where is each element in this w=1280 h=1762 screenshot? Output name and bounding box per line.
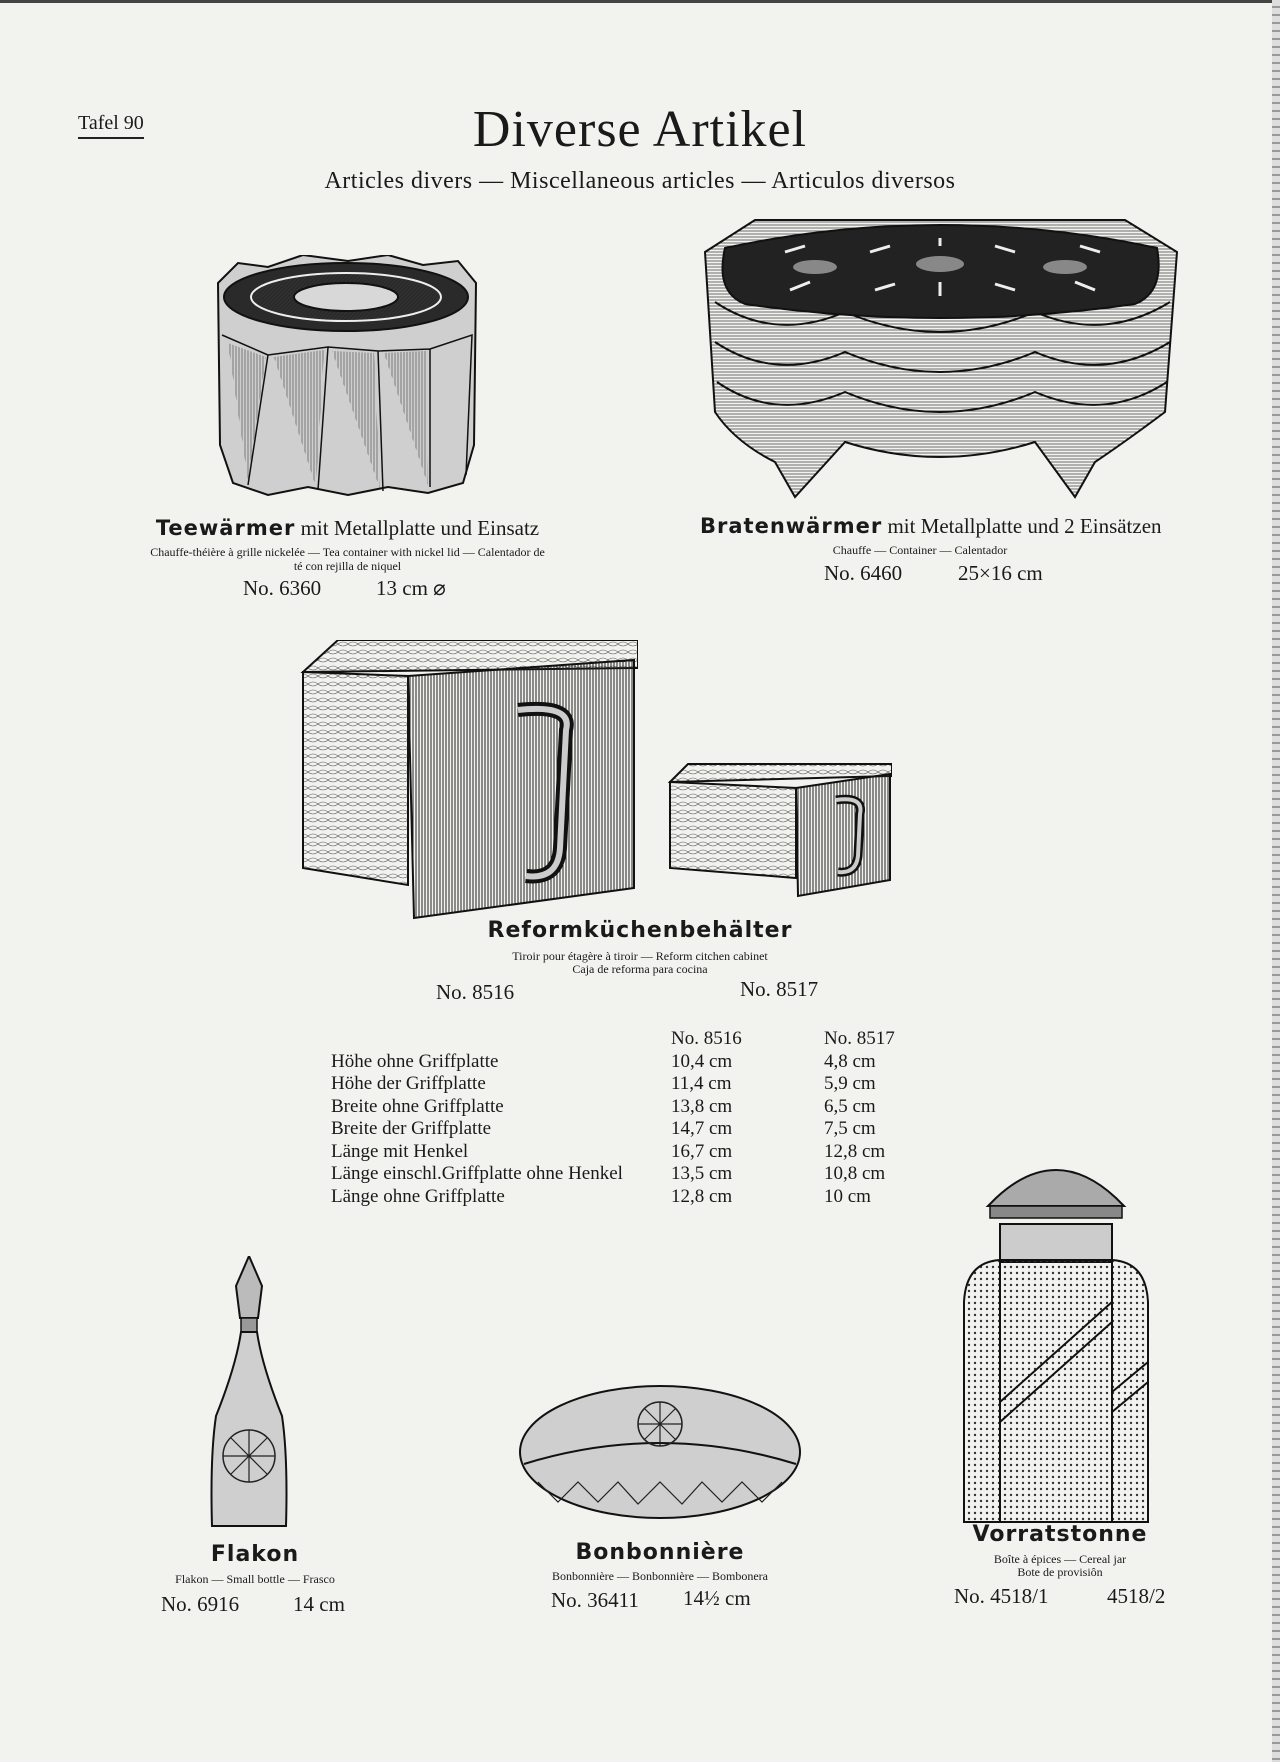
table-cell: 10,4 cm xyxy=(671,1050,733,1072)
roast-warmer-name: Bratenwärmer xyxy=(700,514,883,538)
table-row xyxy=(331,1096,934,1119)
tea-warmer-translation: Chauffe-théière à grille nickelée — Tea container with nickel lid — Calentador de xyxy=(150,545,545,559)
page-edge xyxy=(1272,0,1280,1762)
reform-container-translation-2: Caja de reforma para cocina xyxy=(572,962,708,976)
table-cell: Länge einschl.Griffplatte ohne Henkel xyxy=(331,1163,623,1184)
flacon-translation: Flakon — Small bottle — Frasco xyxy=(175,1572,335,1586)
table-row xyxy=(331,1118,934,1141)
flacon-illustration xyxy=(208,1256,290,1536)
kitchen-container-small-illustration xyxy=(668,760,892,900)
table-cell: 12,8 cm xyxy=(671,1185,733,1207)
table-row xyxy=(331,1073,934,1096)
tea-warmer-translation-2: té con rejilla de niquel xyxy=(293,559,402,573)
tea-warmer-suffix: mit Metallplatte und Einsatz xyxy=(300,516,540,540)
table-cell: 13,8 cm xyxy=(671,1095,733,1117)
kitchen-container-large-illustration xyxy=(298,640,638,920)
roast-warmer-suffix: mit Metallplatte und 2 Einsätzen xyxy=(887,514,1162,538)
roast-warmer-translation: Chauffe — Container — Calentador xyxy=(832,543,1008,557)
flacon-size: 14 cm xyxy=(293,1592,345,1616)
table-cell: Breite ohne Griffplatte xyxy=(331,1095,504,1117)
table-header-cell: No. 8516 xyxy=(671,1028,742,1049)
table-cell: 6,5 cm xyxy=(824,1095,876,1117)
bonbonniere-illustration xyxy=(518,1382,802,1522)
table-header-row xyxy=(331,1028,934,1051)
bonbonniere-translation: Bonbonnière — Bonbonnière — Bombonera xyxy=(552,1569,768,1583)
storage-jar-illustration xyxy=(960,1162,1152,1532)
tea-warmer-name: Teewärmer xyxy=(155,516,296,540)
roast-warmer-number: No. 6460 xyxy=(824,561,903,585)
table-cell: Höhe ohne Griffplatte xyxy=(331,1050,499,1072)
flacon-number: No. 6916 xyxy=(161,1592,240,1616)
roast-warmer-illustration xyxy=(695,212,1185,512)
tea-warmer-illustration xyxy=(208,255,484,503)
table-row xyxy=(331,1186,934,1209)
table-cell: Höhe der Griffplatte xyxy=(331,1073,486,1094)
plate-number: Tafel 90 xyxy=(78,112,144,139)
reform-number-8517: No. 8517 xyxy=(740,977,819,1001)
table-row xyxy=(331,1141,934,1164)
page-subtitle: Articles divers — Miscellaneous articles — Articulos diversos xyxy=(324,168,956,194)
table-cell: 7,5 cm xyxy=(824,1118,876,1139)
reform-container-translation: Tiroir pour étagère à tiroir — Reform citchen cabinet xyxy=(512,949,768,963)
bonbonniere-size: 14½ cm xyxy=(683,1586,751,1610)
table-cell: 13,5 cm xyxy=(671,1163,733,1184)
dimensions-table xyxy=(331,1028,934,1208)
storage-jar-translation: Boîte à épices — Cereal jar xyxy=(993,1552,1127,1566)
storage-jar-number-1: No. 4518/1 xyxy=(954,1584,1049,1608)
storage-jar-name: Vorratstonne xyxy=(972,1522,1148,1547)
table-cell: 5,9 cm xyxy=(824,1073,876,1094)
reform-number-8516: No. 8516 xyxy=(436,980,515,1004)
storage-jar-translation-2: Bote de provisiôn xyxy=(1017,1565,1103,1579)
table-cell: 10,8 cm xyxy=(824,1163,886,1184)
top-border xyxy=(0,0,1280,3)
table-cell: 12,8 cm xyxy=(824,1140,886,1162)
reform-container-name: Reformküchenbehälter xyxy=(487,918,793,943)
bonbonniere-number: No. 36411 xyxy=(551,1588,639,1612)
table-cell: Länge mit Henkel xyxy=(331,1140,469,1162)
tea-warmer-size: 13 cm ⌀ xyxy=(376,576,446,600)
storage-jar-number-2: 4518/2 xyxy=(1107,1584,1166,1608)
bonbonniere-name: Bonbonnière xyxy=(575,1540,745,1565)
table-row xyxy=(331,1051,934,1074)
table-cell: 11,4 cm xyxy=(671,1073,732,1094)
table-cell: 14,7 cm xyxy=(671,1118,733,1139)
table-header-cell: No. 8517 xyxy=(824,1028,895,1049)
roast-warmer-size: 25×16 cm xyxy=(958,561,1043,585)
table-row xyxy=(331,1163,934,1186)
table-cell: 4,8 cm xyxy=(824,1050,876,1072)
table-cell: Breite der Griffplatte xyxy=(331,1118,492,1139)
table-cell: Länge ohne Griffplatte xyxy=(331,1185,505,1207)
table-header-cell xyxy=(331,1028,661,1051)
table-cell: 16,7 cm xyxy=(671,1140,733,1162)
roast-warmer-heading xyxy=(700,514,1200,539)
flacon-name: Flakon xyxy=(210,1542,300,1567)
tea-warmer-number: No. 6360 xyxy=(243,576,322,600)
page-title: Diverse Artikel xyxy=(472,101,808,158)
tea-warmer-heading xyxy=(75,516,620,541)
table-cell: 10 cm xyxy=(824,1185,871,1207)
